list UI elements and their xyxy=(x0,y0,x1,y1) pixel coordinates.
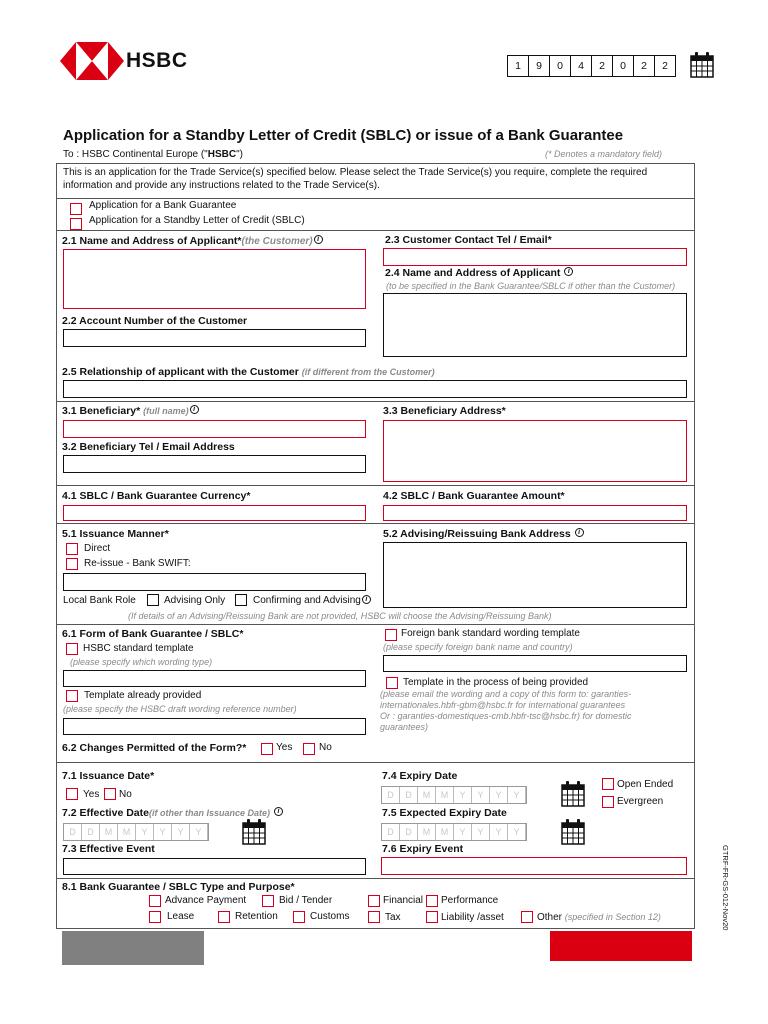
amount-input[interactable] xyxy=(383,505,687,521)
evergreen-checkbox[interactable] xyxy=(602,796,614,808)
issuance-date-label: 7.1 Issuance Date* xyxy=(62,770,155,782)
side-reference: GTRF-FR-GS-012-Nov20 xyxy=(721,845,730,931)
applicant-other-input[interactable] xyxy=(383,293,687,357)
divider xyxy=(56,198,694,199)
account-number-label: 2.2 Account Number of the Customer xyxy=(62,315,248,327)
advance-payment-label: Advance Payment xyxy=(165,895,247,906)
ref-digit: 4 xyxy=(570,55,592,77)
open-ended-label: Open Ended xyxy=(617,779,674,790)
already-provided-hint: (please specify the HSBC draft wording reference number) xyxy=(63,704,297,714)
bank-guarantee-label: Application for a Bank Guarantee xyxy=(89,200,237,211)
info-icon[interactable]: i xyxy=(362,595,371,604)
grey-button-bar[interactable] xyxy=(62,931,204,965)
foreign-standard-hint: (please specify foreign bank name and country) xyxy=(383,642,573,652)
confirming-checkbox[interactable] xyxy=(235,594,247,606)
expected-expiry-label: 7.5 Expected Expiry Date xyxy=(382,807,507,819)
form-type-label: 6.1 Form of Bank Guarantee / SBLC* xyxy=(62,628,244,640)
info-icon[interactable]: i xyxy=(575,528,584,537)
effective-event-label: 7.3 Effective Event xyxy=(62,843,155,855)
performance-label: Performance xyxy=(441,895,499,906)
info-icon[interactable]: i xyxy=(314,235,323,244)
financial-label: Financial xyxy=(383,895,424,906)
in-process-hint-3: Or : garanties-domestiques-cmb.hbfr-tsc@hsbc.fr) for domestic xyxy=(380,711,632,721)
issuance-yes-label: Yes xyxy=(83,789,100,800)
in-process-checkbox[interactable] xyxy=(386,677,398,689)
tax-checkbox[interactable] xyxy=(368,911,380,923)
advising-bank-label: 5.2 Advising/Reissuing Bank Address i xyxy=(383,528,584,540)
expiry-date-label: 7.4 Expiry Date xyxy=(382,770,458,782)
tax-label: Tax xyxy=(385,912,401,923)
hsbc-logo xyxy=(60,42,220,82)
beneficiary-label: 3.1 Beneficiary* (full name) i xyxy=(62,405,199,417)
open-ended-checkbox[interactable] xyxy=(602,778,614,790)
intro-text: This is an application for the Trade Service(s) specified below. Please select the Trade Service(s) you require, complete the required information and provide any instructions related to the Trade Service(s). xyxy=(63,167,648,191)
changes-yes-checkbox[interactable] xyxy=(261,743,273,755)
foreign-standard-label: Foreign bank standard wording template xyxy=(401,628,580,639)
calendar-icon[interactable] xyxy=(561,819,585,845)
advising-bank-input[interactable] xyxy=(383,542,687,608)
liability-asset-checkbox[interactable] xyxy=(426,911,438,923)
reference-number xyxy=(508,55,676,77)
retention-label: Retention xyxy=(235,911,278,922)
currency-input[interactable] xyxy=(63,505,366,521)
customs-checkbox[interactable] xyxy=(293,911,305,923)
contact-tel-email-input[interactable] xyxy=(383,248,687,266)
calendar-icon[interactable] xyxy=(561,781,585,807)
beneficiary-address-input[interactable] xyxy=(383,420,687,482)
local-role-label: Local Bank Role xyxy=(63,595,136,606)
direct-label: Direct xyxy=(84,543,111,554)
sblc-label: Application for a Standby Letter of Credit (SBLC) xyxy=(89,215,305,226)
page-title: Application for a Standby Letter of Credit (SBLC) or issue of a Bank Guarantee xyxy=(63,127,624,144)
beneficiary-contact-label: 3.2 Beneficiary Tel / Email Address xyxy=(62,441,235,453)
evergreen-label: Evergreen xyxy=(617,796,664,807)
effective-date-label: 7.2 Effective Date(if other than Issuance Date) i xyxy=(62,807,283,819)
reissue-label: Re-issue - Bank SWIFT: xyxy=(84,558,191,569)
divider xyxy=(56,485,694,486)
account-number-input[interactable] xyxy=(63,329,366,347)
financial-checkbox[interactable] xyxy=(368,895,380,907)
divider xyxy=(56,878,694,879)
issuance-no-checkbox[interactable] xyxy=(104,788,116,800)
ref-digit: 0 xyxy=(612,55,634,77)
confirming-label: Confirming and Advising i xyxy=(253,595,371,606)
lease-checkbox[interactable] xyxy=(149,911,161,923)
in-process-hint-2: internationales.hbfr-gbm@hsbc.fr for international guarantees xyxy=(380,700,626,710)
changes-no-checkbox[interactable] xyxy=(303,743,315,755)
info-icon[interactable]: i xyxy=(274,807,283,816)
wording-type-input[interactable] xyxy=(63,670,366,687)
advising-only-label: Advising Only xyxy=(164,595,226,606)
beneficiary-input[interactable] xyxy=(63,420,366,438)
performance-checkbox[interactable] xyxy=(426,895,438,907)
divider xyxy=(56,401,694,402)
bank-guarantee-checkbox[interactable] xyxy=(70,203,82,215)
direct-checkbox[interactable] xyxy=(66,543,78,555)
applicant-other-hint: (to be specified in the Bank Guarantee/SBLC if other than the Customer) xyxy=(386,281,676,291)
divider xyxy=(56,230,694,231)
effective-event-input[interactable] xyxy=(63,858,366,875)
changes-permitted-label: 6.2 Changes Permitted of the Form?* xyxy=(62,742,247,754)
issuance-yes-checkbox[interactable] xyxy=(66,788,78,800)
foreign-bank-input[interactable] xyxy=(383,655,687,672)
ref-digit: 2 xyxy=(591,55,613,77)
info-icon[interactable]: i xyxy=(190,405,199,414)
advising-only-checkbox[interactable] xyxy=(147,594,159,606)
advising-note: (If details of an Advising/Reissuing Bank are not provided, HSBC will choose the Advising/Reissuing Bank) xyxy=(128,611,552,621)
other-label: Other (specified in Section 12) xyxy=(537,912,661,923)
retention-checkbox[interactable] xyxy=(218,911,230,923)
hsbc-standard-checkbox[interactable] xyxy=(66,643,78,655)
beneficiary-contact-input[interactable] xyxy=(63,455,366,473)
changes-no-label: No xyxy=(319,742,332,753)
hsbc-standard-hint: (please specify which wording type) xyxy=(70,657,213,667)
bid-tender-checkbox[interactable] xyxy=(262,895,274,907)
info-icon[interactable]: i xyxy=(564,267,573,276)
calendar-icon[interactable] xyxy=(690,52,714,78)
hsbc-hexagon-icon xyxy=(60,42,124,80)
effective-date-input[interactable]: D D M M Y Y Y Y xyxy=(63,823,209,841)
liability-asset-label: Liability /asset xyxy=(441,912,504,923)
sblc-checkbox[interactable] xyxy=(70,218,82,230)
currency-label: 4.1 SBLC / Bank Guarantee Currency* xyxy=(62,490,251,502)
applicant-name-label: 2.1 Name and Address of Applicant*(the Customer) i xyxy=(62,235,323,247)
lease-label: Lease xyxy=(167,911,195,922)
ref-digit: 2 xyxy=(654,55,676,77)
divider xyxy=(56,762,694,763)
applicant-name-address-input[interactable] xyxy=(63,249,366,309)
customs-label: Customs xyxy=(310,911,350,922)
hsbc-standard-label: HSBC standard template xyxy=(83,643,194,654)
amount-label: 4.2 SBLC / Bank Guarantee Amount* xyxy=(383,490,565,502)
relationship-input[interactable] xyxy=(63,380,687,398)
mandatory-note: (* Denotes a mandatory field) xyxy=(545,149,663,159)
advance-payment-checkbox[interactable] xyxy=(149,895,161,907)
in-process-hint-1: (please email the wording and a copy of this form to: garanties- xyxy=(380,689,632,699)
reissue-checkbox[interactable] xyxy=(66,558,78,570)
calendar-icon[interactable] xyxy=(242,819,266,845)
bid-tender-label: Bid / Tender xyxy=(279,895,333,906)
foreign-standard-checkbox[interactable] xyxy=(385,629,397,641)
reference-number-input[interactable] xyxy=(63,718,366,735)
in-process-hint-4: guarantees) xyxy=(380,722,429,732)
red-button-bar[interactable] xyxy=(550,931,692,961)
beneficiary-address-label: 3.3 Beneficiary Address* xyxy=(383,405,506,417)
ref-digit: 9 xyxy=(528,55,550,77)
issuance-manner-label: 5.1 Issuance Manner* xyxy=(62,528,169,540)
already-provided-label: Template already provided xyxy=(84,690,202,701)
expiry-event-label: 7.6 Expiry Event xyxy=(382,843,464,855)
expected-expiry-input[interactable]: D D M M Y Y Y Y xyxy=(381,823,527,841)
applicant-other-label: 2.4 Name and Address of Applicant i xyxy=(385,267,573,279)
other-checkbox[interactable] xyxy=(521,911,533,923)
swift-input[interactable] xyxy=(63,573,366,591)
expiry-date-input[interactable]: D D M M Y Y Y Y xyxy=(381,786,527,804)
ref-digit: 1 xyxy=(507,55,529,77)
expiry-event-input[interactable] xyxy=(381,857,687,875)
ref-digit: 0 xyxy=(549,55,571,77)
contact-label: 2.3 Customer Contact Tel / Email* xyxy=(385,234,552,246)
already-provided-checkbox[interactable] xyxy=(66,690,78,702)
divider xyxy=(56,624,694,625)
ref-digit: 2 xyxy=(633,55,655,77)
in-process-label: Template in the process of being provided xyxy=(403,677,589,688)
brand-name: HSBC xyxy=(126,49,188,72)
issuance-no-label: No xyxy=(119,789,132,800)
changes-yes-label: Yes xyxy=(276,742,293,753)
type-purpose-label: 8.1 Bank Guarantee / SBLC Type and Purpose* xyxy=(62,881,295,893)
relationship-label: 2.5 Relationship of applicant with the Customer (if different from the Customer) xyxy=(62,366,435,378)
to-line: To : HSBC Continental Europe ("HSBC") xyxy=(63,149,243,160)
divider xyxy=(56,523,694,524)
